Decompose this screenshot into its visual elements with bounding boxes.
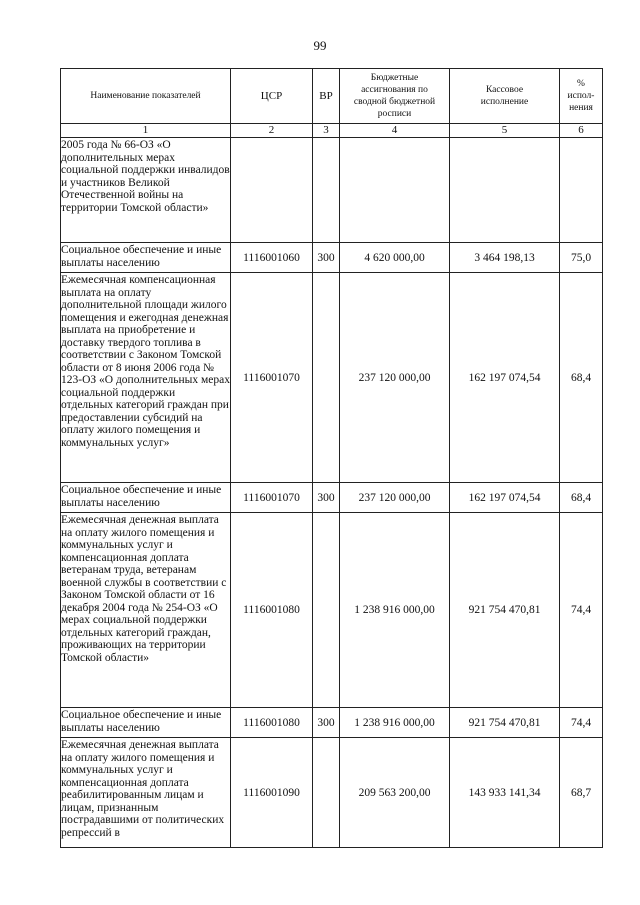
row-budget: 4 620 000,00	[340, 243, 450, 273]
page-number: 99	[313, 38, 327, 53]
table-row	[61, 138, 603, 243]
header-csr: ЦСР	[231, 69, 313, 124]
row-name: Социальное обеспечение и иные выплаты населению	[61, 483, 231, 513]
row-percent	[560, 138, 603, 243]
header-cash: Кассовое исполнение	[450, 69, 560, 124]
row-name: Социальное обеспечение и иные выплаты населению	[61, 708, 231, 738]
table-row	[61, 243, 603, 273]
table-row	[61, 513, 603, 708]
column-number: 4	[340, 124, 450, 138]
table-header-row	[61, 69, 603, 124]
column-number: 3	[313, 124, 340, 138]
row-name: 2005 года № 66-ОЗ «О дополнительных мерах социальной поддержки инвалидов и участников Великой Отечественной войны на территории Томской области»	[61, 138, 231, 243]
row-csr	[231, 138, 313, 243]
row-cash	[450, 138, 560, 243]
row-vr	[313, 273, 340, 483]
row-budget: 1 238 916 000,00	[340, 708, 450, 738]
column-number: 2	[231, 124, 313, 138]
row-vr	[313, 138, 340, 243]
row-name: Социальное обеспечение и иные выплаты населению	[61, 243, 231, 273]
row-csr: 1116001080	[231, 708, 313, 738]
row-vr: 300	[313, 243, 340, 273]
column-number-row	[61, 124, 603, 138]
table-row	[61, 273, 603, 483]
table-row	[61, 708, 603, 738]
header-vr: ВР	[313, 69, 340, 124]
row-csr: 1116001080	[231, 513, 313, 708]
row-csr: 1116001070	[231, 483, 313, 513]
column-number: 1	[61, 124, 231, 138]
row-percent: 75,0	[560, 243, 603, 273]
row-percent: 68,4	[560, 483, 603, 513]
table-row	[61, 483, 603, 513]
row-name: Ежемесячная денежная выплата на оплату жилого помещения и коммунальных услуг и компенсационная доплата реабилитированным лицам и лицам, признанным пострадавшими от политических репрессий в	[61, 738, 231, 848]
row-cash: 162 197 074,54	[450, 483, 560, 513]
row-csr: 1116001060	[231, 243, 313, 273]
table-row	[61, 738, 603, 848]
row-vr	[313, 513, 340, 708]
row-budget: 209 563 200,00	[340, 738, 450, 848]
row-name: Ежемесячная денежная выплата на оплату жилого помещения и коммунальных услуг и компенсационная доплата ветеранам труда, ветеранам военной службы в соответствии с Законом Томской области от 16 декабря 2004 года № 254-ОЗ «О мерах социальной поддержки отдельных категорий граждан, проживающих на территории Томской области»	[61, 513, 231, 708]
row-budget: 237 120 000,00	[340, 483, 450, 513]
header-budget: Бюджетные ассигнования по сводной бюджетной росписи	[340, 69, 450, 124]
row-vr: 300	[313, 483, 340, 513]
row-percent: 74,4	[560, 513, 603, 708]
row-csr: 1116001090	[231, 738, 313, 848]
row-cash: 921 754 470,81	[450, 513, 560, 708]
row-budget	[340, 138, 450, 243]
column-number: 6	[560, 124, 603, 138]
row-vr	[313, 738, 340, 848]
row-cash: 3 464 198,13	[450, 243, 560, 273]
budget-execution-table	[60, 68, 603, 848]
header-percent: % испол-нения	[560, 69, 603, 124]
row-vr: 300	[313, 708, 340, 738]
column-number: 5	[450, 124, 560, 138]
row-budget: 237 120 000,00	[340, 273, 450, 483]
row-percent: 74,4	[560, 708, 603, 738]
header-name: Наименование показателей	[61, 69, 231, 124]
row-budget: 1 238 916 000,00	[340, 513, 450, 708]
row-percent: 68,4	[560, 273, 603, 483]
row-csr: 1116001070	[231, 273, 313, 483]
row-name: Ежемесячная компенсационная выплата на оплату дополнительной площади жилого помещения и ежегодная денежная выплата на приобретение и доставку твердого топлива в соответствии с Законом Томской области от 8 июня 2006 года № 123-ОЗ «О дополнительных мерах социальной поддержки отдельных категорий граждан при предоставлении субсидий на оплату жилого помещения и коммунальных услуг»	[61, 273, 231, 483]
row-cash: 921 754 470,81	[450, 708, 560, 738]
row-cash: 162 197 074,54	[450, 273, 560, 483]
row-percent: 68,7	[560, 738, 603, 848]
row-cash: 143 933 141,34	[450, 738, 560, 848]
